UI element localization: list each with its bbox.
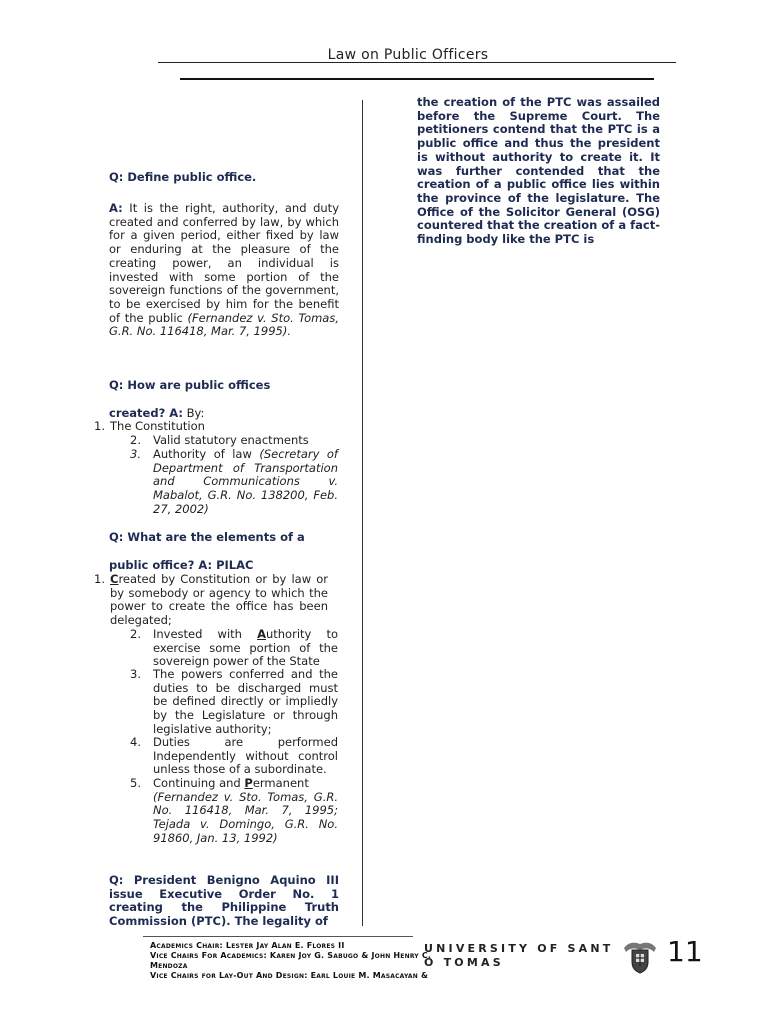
list-text: The powers conferred and the duties to be discharged must be defined directly or impliedly by the Legislature or through legislative authority;: [153, 667, 338, 736]
list-number: 1.: [94, 419, 105, 433]
list-text: [153, 448, 338, 517]
acronym-letter: C: [110, 572, 119, 586]
header-rule-top: [158, 62, 676, 63]
list-number: 5.: [130, 776, 141, 790]
answer-define-public-office: [109, 202, 339, 339]
university-name-line: UNIVERSITY OF SANT: [424, 942, 614, 955]
list-number: 3.: [130, 447, 141, 461]
acronym-letter: A: [257, 627, 266, 641]
right-column-text: the creation of the PTC was assailed before the Supreme Court. The petitioners contend that the PTC is a public office and thus the president is without authority to create it. It was further contended that the creation of a public office lies within the province of the legislature. The Office of the Solicitor General (OSG) countered that the creation of a fact-finding body like the PTC is: [417, 95, 660, 247]
footer-credit-line: Academics Chair: Lester Jay Alan E. Flores II: [150, 941, 345, 950]
answer-label: A:: [109, 201, 123, 215]
list-text: [153, 777, 338, 846]
list-number: 2.: [130, 627, 141, 641]
answer-citation: (Fernandez v. Sto. Tomas, G.R. No. 116418, Mar. 7, 1995).: [109, 310, 339, 339]
university-name-line: O TOMAS: [424, 956, 504, 969]
acronym-letter: P: [244, 776, 253, 790]
list-text: [153, 628, 338, 669]
question-elements-line2: public office? A: PILAC: [109, 558, 254, 572]
list-body: ermanent: [252, 776, 309, 790]
list-body: uthority to exercise some portion of the sovereign power of the State: [153, 627, 338, 669]
footer-rule: [143, 936, 413, 937]
question-how-created-text: created? A:: [109, 406, 183, 420]
footer-credit-line: Vice Chairs For Academics: Karen Joy G. Sabugo & John Henry C. Mendoza: [150, 951, 432, 970]
list-citation: (Secretary of Department of Transportation and Communications v. Mabalot, G.R. No. 138200, Feb. 27, 2002): [153, 447, 338, 516]
footer-credit-line: Vice Chairs for Lay-Out And Design: Earl Louie M. Masacayan &: [150, 971, 429, 980]
list-text: Valid statutory enactments: [153, 433, 309, 447]
list-label: Authority of law: [153, 447, 252, 461]
question-elements-line1: Q: What are the elements of a: [109, 530, 305, 544]
university-crest-icon: [620, 936, 660, 976]
page-header-title: Law on Public Officers: [327, 47, 489, 63]
list-number: 2.: [130, 433, 141, 447]
list-number: 3.: [130, 667, 141, 681]
list-body: reated by Constitution or by law or by somebody or agency to which the power to create the office has been delegated;: [110, 572, 328, 628]
list-prefix: Invested with: [153, 627, 258, 641]
footer-credits: [150, 941, 440, 981]
list-number: 1.: [94, 572, 105, 586]
list-citation: (Fernandez v. Sto. Tomas, G.R. No. 116418, Mar. 7, 1995; Tejada v. Domingo, G.R. No. 91860, Jan. 13, 1992): [153, 789, 338, 845]
list-text: [110, 573, 328, 628]
column-divider: [362, 100, 363, 926]
answer-by-label: By:: [186, 406, 205, 420]
header-rule-bottom: [180, 78, 654, 80]
list-text: The Constitution: [110, 419, 205, 433]
answer-text: It is the right, authority, and duty created and conferred by law, by which for a given period, either fixed by law or enduring at the pleasure of the creating power, an individual is invested with some portion of the sovereign functions of the government, to be exercised by him for the benefit of the public: [109, 201, 339, 325]
list-number: 4.: [130, 735, 141, 749]
page-number: 11: [667, 935, 703, 968]
list-text: Duties are performed Independently without control unless those of a subordinate.: [153, 735, 338, 777]
list-prefix: Continuing and: [153, 776, 245, 790]
university-name: [424, 942, 614, 970]
question-how-created-line1: Q: How are public offices: [109, 378, 271, 392]
question-define-public-office: Q: Define public office.: [109, 170, 257, 184]
question-truth-commission: Q: President Benigno Aquino III issue Executive Order No. 1 creating the Philippine Truth Commission (PTC). The legality of: [109, 873, 339, 929]
